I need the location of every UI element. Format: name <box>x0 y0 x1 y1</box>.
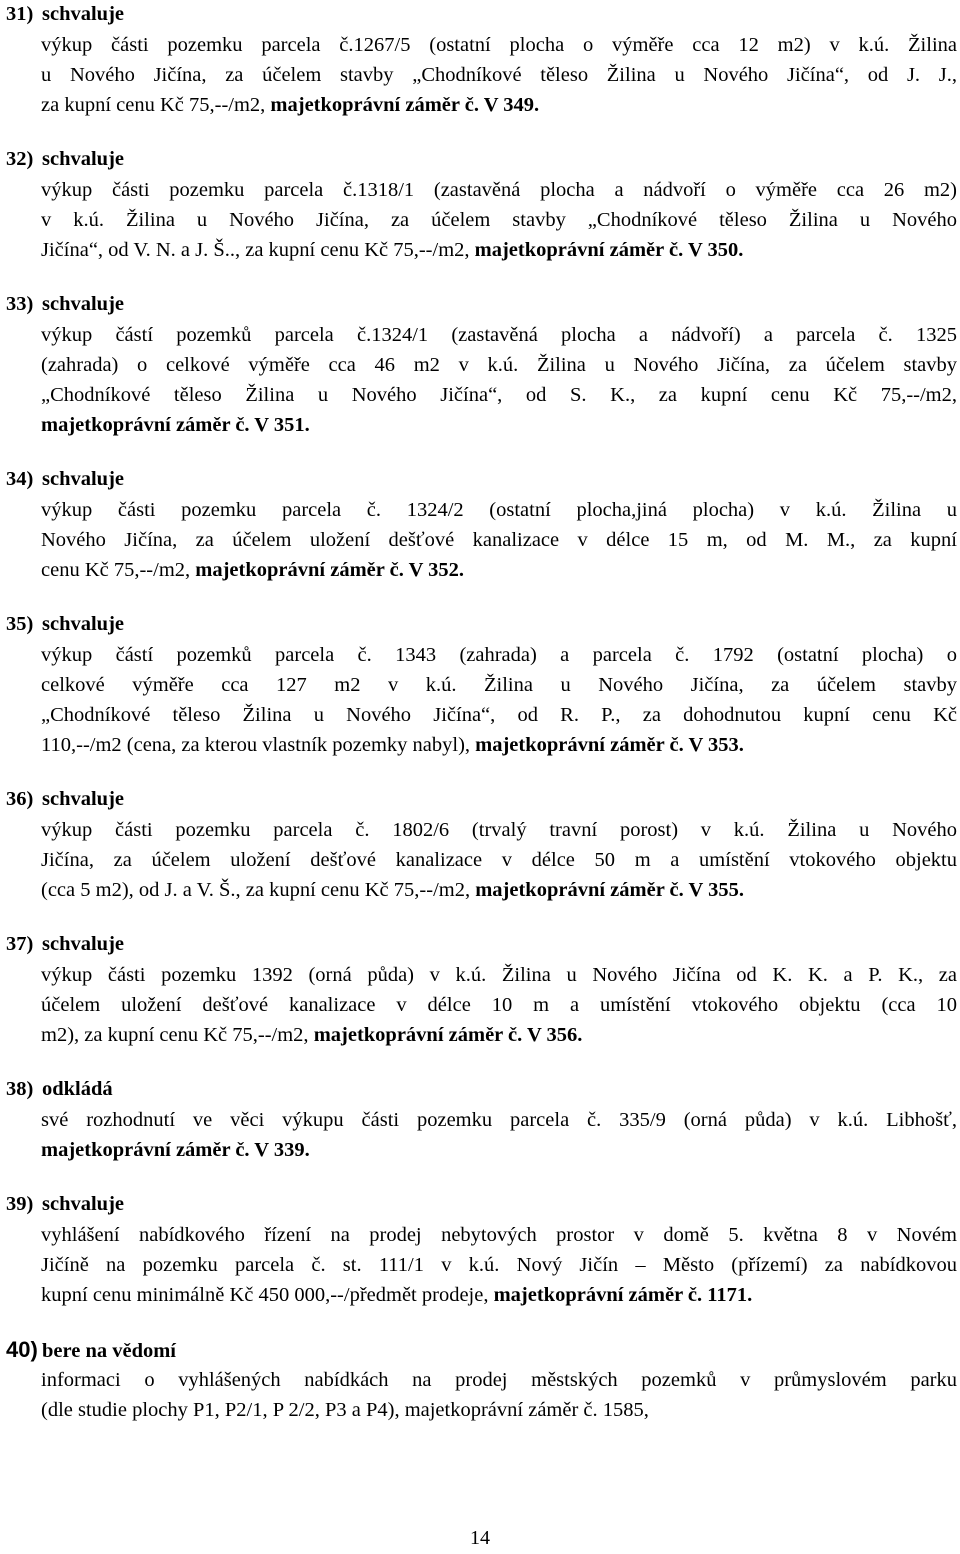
item-text <box>41 1105 957 1165</box>
item-heading <box>6 1075 113 1104</box>
line-text: účelem uložení dešťové kanalizace v délce 10 m a umístění vtokového objektu (cca 10 <box>41 994 957 1016</box>
item-heading <box>6 0 124 29</box>
text-line <box>41 175 957 205</box>
item-number: 37) <box>6 933 34 955</box>
line-text: své rozhodnutí ve věci výkupu části pozemku parcela č. 335/9 (orná půda) v k.ú. Libhošť, <box>41 1109 957 1131</box>
text-line <box>41 320 957 350</box>
line-text: (dle studie plochy P1, P2/1, P 2/2, P3 a P4), majetkoprávní záměr č. 1585, <box>41 1399 649 1421</box>
item-text <box>41 175 957 265</box>
item-heading <box>6 930 124 959</box>
item-text <box>41 640 957 760</box>
item-text <box>41 495 957 585</box>
item-number: 33) <box>6 293 34 315</box>
item-number: 39) <box>6 1193 34 1215</box>
line-bold-text: majetkoprávní záměr č. 1171. <box>493 1284 753 1306</box>
text-line <box>41 730 957 760</box>
line-text: výkup části pozemku parcela č.1267/5 (ostatní plocha o výměře cca 12 m2) v k.ú. Žilina <box>41 34 957 56</box>
text-line <box>41 555 957 585</box>
line-bold-text: majetkoprávní záměr č. V 339. <box>41 1139 310 1161</box>
item-number: 35) <box>6 613 34 635</box>
line-bold-text: majetkoprávní záměr č. V 356. <box>313 1024 583 1046</box>
line-text: Jičína, za účelem uložení dešťové kanalizace v délce 50 m a umístění vtokového objektu <box>41 849 957 871</box>
line-text: výkup části pozemku parcela č.1318/1 (zastavěná plocha a nádvoří o výměře cca 26 m2) <box>41 179 957 201</box>
page-number: 14 <box>470 1527 490 1549</box>
line-text: Jičína“, od V. N. a J. Š.., za kupní cenu Kč 75,--/m2, <box>41 239 475 261</box>
item-number: 34) <box>6 468 34 490</box>
text-line <box>41 875 957 905</box>
item-heading <box>6 785 124 814</box>
item-heading <box>6 610 124 639</box>
item-verb: schvaluje <box>42 613 124 635</box>
text-line <box>41 495 957 525</box>
text-line <box>41 960 957 990</box>
text-line <box>41 990 957 1020</box>
item-number: 31) <box>6 3 34 25</box>
text-line <box>41 380 957 410</box>
line-text: za kupní cenu Kč 75,--/m2, <box>41 94 271 116</box>
line-text: „Chodníkové těleso Žilina u Nového Jičína“, od R. P., za dohodnutou kupní cenu Kč <box>41 704 957 726</box>
text-line <box>41 30 957 60</box>
item-number: 40) <box>6 1337 38 1362</box>
line-text: výkup části pozemku parcela č. 1324/2 (ostatní plocha,jiná plocha) v k.ú. Žilina u <box>41 499 957 521</box>
item-text <box>41 1365 957 1425</box>
line-text: u Nového Jičína, za účelem stavby „Chodníkové těleso Žilina u Nového Jičína“, od J. J., <box>41 64 957 86</box>
text-line <box>41 235 957 265</box>
item-verb: schvaluje <box>42 293 124 315</box>
line-bold-text: majetkoprávní záměr č. V 351. <box>41 414 310 436</box>
text-line <box>41 525 957 555</box>
text-line <box>41 700 957 730</box>
line-text: výkup částí pozemků parcela č.1324/1 (zastavěná plocha a nádvoří) a parcela č. 1325 <box>41 324 957 346</box>
item-text <box>41 320 957 440</box>
line-text: v k.ú. Žilina u Nového Jičína, za účelem stavby „Chodníkové těleso Žilina u Nového <box>41 209 957 231</box>
line-bold-text: majetkoprávní záměr č. V 352. <box>195 559 465 581</box>
item-heading <box>6 145 124 174</box>
line-text: Jičíně na pozemku parcela č. st. 111/1 v k.ú. Nový Jičín – Město (přízemí) za nabídkovou <box>41 1254 957 1276</box>
item-text <box>41 30 957 120</box>
item-verb: schvaluje <box>42 468 124 490</box>
item-heading <box>6 1335 176 1366</box>
item-verb: schvaluje <box>42 788 124 810</box>
item-verb: odkládá <box>42 1078 113 1100</box>
text-line <box>41 1135 957 1165</box>
item-text <box>41 815 957 905</box>
line-text: „Chodníkové těleso Žilina u Nového Jičína“, od S. K., za kupní cenu Kč 75,--/m2, <box>41 384 957 406</box>
text-line <box>41 205 957 235</box>
line-text: 110,--/m2 (cena, za kterou vlastník pozemky nabyl), <box>41 734 476 756</box>
text-line <box>41 670 957 700</box>
text-line <box>41 845 957 875</box>
text-line <box>41 350 957 380</box>
item-verb: schvaluje <box>42 1193 124 1215</box>
line-bold-text: majetkoprávní záměr č. V 350. <box>474 239 744 261</box>
line-text: m2), za kupní cenu Kč 75,--/m2, <box>41 1024 314 1046</box>
text-line <box>41 815 957 845</box>
text-line <box>41 1220 957 1250</box>
item-heading <box>6 465 124 494</box>
line-text: (cca 5 m2), od J. a V. Š., za kupní cenu Kč 75,--/m2, <box>41 879 476 901</box>
item-verb: schvaluje <box>42 933 124 955</box>
item-verb: bere na vědomí <box>42 1340 177 1362</box>
line-text: výkup části pozemku parcela č. 1802/6 (trvalý travní porost) v k.ú. Žilina u Nového <box>41 819 957 841</box>
line-text: cenu Kč 75,--/m2, <box>41 559 196 581</box>
text-line <box>41 1365 957 1395</box>
line-text: informaci o vyhlášených nabídkách na prodej městských pozemků v průmyslovém parku <box>41 1369 957 1391</box>
item-text <box>41 960 957 1050</box>
text-line <box>41 60 957 90</box>
line-bold-text: majetkoprávní záměr č. V 349. <box>270 94 540 116</box>
item-number: 38) <box>6 1078 34 1100</box>
item-number: 32) <box>6 148 34 170</box>
item-verb: schvaluje <box>42 3 124 25</box>
item-number: 36) <box>6 788 34 810</box>
item-text <box>41 1220 957 1310</box>
line-text: celkové výměře cca 127 m2 v k.ú. Žilina u Nového Jičína, za účelem stavby <box>41 674 957 696</box>
text-line <box>41 1020 957 1050</box>
text-line <box>41 1250 957 1280</box>
line-text: Nového Jičína, za účelem uložení dešťové kanalizace v délce 15 m, od M. M., za kupní <box>41 529 957 551</box>
item-heading <box>6 1190 124 1219</box>
line-bold-text: majetkoprávní záměr č. V 353. <box>475 734 744 756</box>
line-text: výkup částí pozemků parcela č. 1343 (zahrada) a parcela č. 1792 (ostatní plocha) o <box>41 644 957 666</box>
line-text: vyhlášení nabídkového řízení na prodej nebytových prostor v domě 5. května 8 v Novém <box>41 1224 957 1246</box>
line-text: kupní cenu minimálně Kč 450 000,--/předmět prodeje, <box>41 1284 494 1306</box>
text-line <box>41 1395 957 1425</box>
line-text: (zahrada) o celkové výměře cca 46 m2 v k.ú. Žilina u Nového Jičína, za účelem stavby <box>41 354 957 376</box>
text-line <box>41 410 957 440</box>
text-line <box>41 1280 957 1310</box>
text-line <box>41 1105 957 1135</box>
text-line <box>41 90 957 120</box>
text-line <box>41 640 957 670</box>
line-bold-text: majetkoprávní záměr č. V 355. <box>475 879 744 901</box>
item-heading <box>6 290 124 319</box>
line-text: výkup části pozemku 1392 (orná půda) v k.ú. Žilina u Nového Jičína od K. K. a P. K., za <box>41 964 957 986</box>
item-verb: schvaluje <box>42 148 124 170</box>
